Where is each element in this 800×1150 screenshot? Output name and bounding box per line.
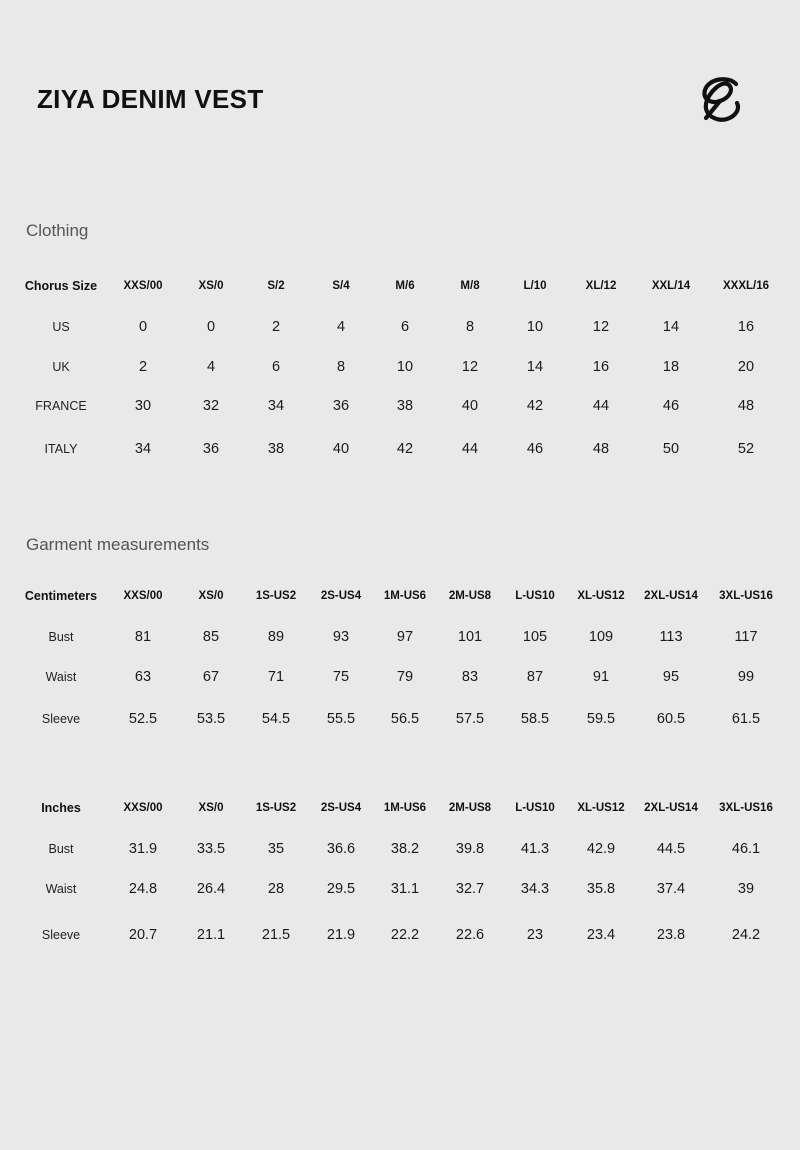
table-cell: 42.9 bbox=[586, 841, 616, 857]
table-cell: 33.5 bbox=[196, 841, 226, 857]
section-title-garment-measurements: Garment measurements bbox=[26, 535, 210, 554]
column-header: 2XL-US14 bbox=[644, 590, 698, 602]
table-cell: 48 bbox=[592, 441, 610, 457]
table-cell: 44 bbox=[461, 441, 479, 457]
column-header: 1S-US2 bbox=[255, 590, 297, 602]
row-label: FRANCE bbox=[35, 399, 87, 413]
table-cell: 52 bbox=[737, 441, 755, 457]
row-label: US bbox=[52, 320, 70, 334]
table-cell: 8 bbox=[465, 319, 475, 335]
table-cell: 31.9 bbox=[128, 841, 158, 857]
table-cell: 36 bbox=[332, 398, 350, 414]
column-header: L-US10 bbox=[515, 802, 555, 814]
table-cell: 22.6 bbox=[455, 927, 485, 943]
table-cell: 23.4 bbox=[586, 927, 616, 943]
table-cell: 87 bbox=[526, 669, 544, 685]
row-label: ITALY bbox=[44, 442, 78, 456]
table-cell: 40 bbox=[461, 398, 479, 414]
row-label: Waist bbox=[45, 670, 77, 684]
table-cell: 38 bbox=[267, 441, 285, 457]
table-cell: 30 bbox=[134, 398, 152, 414]
column-header: XL/12 bbox=[585, 280, 617, 292]
table-cell: 32 bbox=[202, 398, 220, 414]
table-cell: 21.9 bbox=[326, 927, 356, 943]
table-cell: 0 bbox=[206, 319, 216, 335]
table-cell: 46 bbox=[526, 441, 544, 457]
column-header: XS/0 bbox=[198, 802, 224, 814]
table-cell: 79 bbox=[396, 669, 414, 685]
table-cell: 40 bbox=[332, 441, 350, 457]
table-cell: 24.8 bbox=[128, 881, 158, 897]
table-cell: 89 bbox=[267, 629, 285, 645]
column-header: 2M-US8 bbox=[448, 590, 492, 602]
table-cell: 35.8 bbox=[586, 881, 616, 897]
table-cell: 50 bbox=[662, 441, 680, 457]
table-cell: 53.5 bbox=[196, 711, 226, 727]
column-header: XXL/14 bbox=[651, 280, 691, 292]
table-cell: 71 bbox=[267, 669, 285, 685]
row-label: Waist bbox=[45, 882, 77, 896]
table-cell: 22.2 bbox=[390, 927, 420, 943]
column-header: 1S-US2 bbox=[255, 802, 297, 814]
table-cell: 91 bbox=[592, 669, 610, 685]
chorus-c-logo-icon bbox=[696, 74, 744, 124]
table-cell: 81 bbox=[134, 629, 152, 645]
table-cell: 44 bbox=[592, 398, 610, 414]
table-cell: 4 bbox=[336, 319, 346, 335]
column-header: XL-US12 bbox=[577, 590, 625, 602]
table-cell: 32.7 bbox=[455, 881, 485, 897]
table-cell: 20.7 bbox=[128, 927, 158, 943]
column-header: M/6 bbox=[395, 280, 415, 292]
table-cell: 16 bbox=[592, 359, 610, 375]
table-cell: 12 bbox=[592, 319, 610, 335]
table-cell: 63 bbox=[134, 669, 152, 685]
table-cell: 20 bbox=[737, 359, 755, 375]
table-cell: 21.1 bbox=[196, 927, 226, 943]
column-header: 3XL-US16 bbox=[719, 590, 773, 602]
table-cell: 95 bbox=[662, 669, 680, 685]
table-cell: 21.5 bbox=[261, 927, 291, 943]
table-cell: 28 bbox=[267, 881, 285, 897]
page-title: ZIYA DENIM VEST bbox=[37, 84, 264, 114]
column-header: XXS/00 bbox=[123, 280, 163, 292]
table-cell: 14 bbox=[662, 319, 680, 335]
table-cell: 37.4 bbox=[656, 881, 686, 897]
row-label: Bust bbox=[48, 630, 74, 644]
table-cell: 18 bbox=[662, 359, 680, 375]
table-header-label: Centimeters bbox=[24, 589, 98, 603]
table-cell: 59.5 bbox=[586, 711, 616, 727]
table-cell: 35 bbox=[267, 841, 285, 857]
table-cell: 101 bbox=[457, 629, 483, 645]
table-cell: 8 bbox=[336, 359, 346, 375]
table-cell: 14 bbox=[526, 359, 544, 375]
table-cell: 60.5 bbox=[656, 711, 686, 727]
table-cell: 99 bbox=[737, 669, 755, 685]
column-header: XL-US12 bbox=[577, 802, 625, 814]
table-cell: 31.1 bbox=[390, 881, 420, 897]
table-cell: 42 bbox=[526, 398, 544, 414]
table-cell: 97 bbox=[396, 629, 414, 645]
table-cell: 34 bbox=[267, 398, 285, 414]
table-cell: 46.1 bbox=[731, 841, 761, 857]
table-cell: 56.5 bbox=[390, 711, 420, 727]
table-cell: 55.5 bbox=[326, 711, 356, 727]
table-cell: 105 bbox=[522, 629, 548, 645]
table-cell: 46 bbox=[662, 398, 680, 414]
table-cell: 2 bbox=[138, 359, 148, 375]
table-cell: 54.5 bbox=[261, 711, 291, 727]
column-header: S/2 bbox=[267, 280, 285, 292]
table-cell: 16 bbox=[737, 319, 755, 335]
column-header: XXXL/16 bbox=[722, 280, 770, 292]
column-header: L-US10 bbox=[515, 590, 555, 602]
table-cell: 24.2 bbox=[731, 927, 761, 943]
column-header: 1M-US6 bbox=[383, 802, 427, 814]
table-cell: 48 bbox=[737, 398, 755, 414]
table-cell: 83 bbox=[461, 669, 479, 685]
table-cell: 12 bbox=[461, 359, 479, 375]
table-cell: 34 bbox=[134, 441, 152, 457]
table-cell: 6 bbox=[400, 319, 410, 335]
table-cell: 23 bbox=[526, 927, 544, 943]
table-cell: 26.4 bbox=[196, 881, 226, 897]
column-header: 2S-US4 bbox=[320, 590, 362, 602]
table-cell: 44.5 bbox=[656, 841, 686, 857]
table-cell: 10 bbox=[526, 319, 544, 335]
table-cell: 58.5 bbox=[520, 711, 550, 727]
table-cell: 41.3 bbox=[520, 841, 550, 857]
table-cell: 34.3 bbox=[520, 881, 550, 897]
row-label: Sleeve bbox=[41, 712, 81, 726]
row-label: Sleeve bbox=[41, 928, 81, 942]
table-cell: 109 bbox=[588, 629, 614, 645]
table-cell: 85 bbox=[202, 629, 220, 645]
table-cell: 67 bbox=[202, 669, 220, 685]
table-cell: 38 bbox=[396, 398, 414, 414]
table-cell: 23.8 bbox=[656, 927, 686, 943]
column-header: 2M-US8 bbox=[448, 802, 492, 814]
table-cell: 36.6 bbox=[326, 841, 356, 857]
column-header: 2S-US4 bbox=[320, 802, 362, 814]
table-header-label: Inches bbox=[41, 801, 81, 815]
table-cell: 0 bbox=[138, 319, 148, 335]
table-cell: 29.5 bbox=[326, 881, 356, 897]
column-header: XS/0 bbox=[198, 590, 224, 602]
table-cell: 39.8 bbox=[455, 841, 485, 857]
column-header: S/4 bbox=[332, 280, 350, 292]
table-cell: 61.5 bbox=[731, 711, 761, 727]
table-cell: 6 bbox=[271, 359, 281, 375]
table-cell: 57.5 bbox=[455, 711, 485, 727]
table-cell: 2 bbox=[271, 319, 281, 335]
table-cell: 4 bbox=[206, 359, 216, 375]
column-header: XXS/00 bbox=[123, 590, 163, 602]
table-cell: 52.5 bbox=[128, 711, 158, 727]
table-cell: 38.2 bbox=[390, 841, 420, 857]
column-header: 2XL-US14 bbox=[644, 802, 698, 814]
table-cell: 36 bbox=[202, 441, 220, 457]
table-cell: 42 bbox=[396, 441, 414, 457]
table-cell: 93 bbox=[332, 629, 350, 645]
table-cell: 113 bbox=[659, 629, 683, 645]
table-header-label: Chorus Size bbox=[24, 279, 98, 293]
table-cell: 117 bbox=[734, 629, 758, 645]
column-header: XXS/00 bbox=[123, 802, 163, 814]
column-header: 3XL-US16 bbox=[719, 802, 773, 814]
table-cell: 10 bbox=[396, 359, 414, 375]
table-cell: 39 bbox=[737, 881, 755, 897]
column-header: XS/0 bbox=[198, 280, 224, 292]
column-header: 1M-US6 bbox=[383, 590, 427, 602]
column-header: M/8 bbox=[460, 280, 480, 292]
row-label: UK bbox=[52, 360, 70, 374]
table-cell: 75 bbox=[332, 669, 350, 685]
row-label: Bust bbox=[48, 842, 74, 856]
section-title-clothing: Clothing bbox=[26, 221, 89, 240]
column-header: L/10 bbox=[523, 280, 547, 292]
